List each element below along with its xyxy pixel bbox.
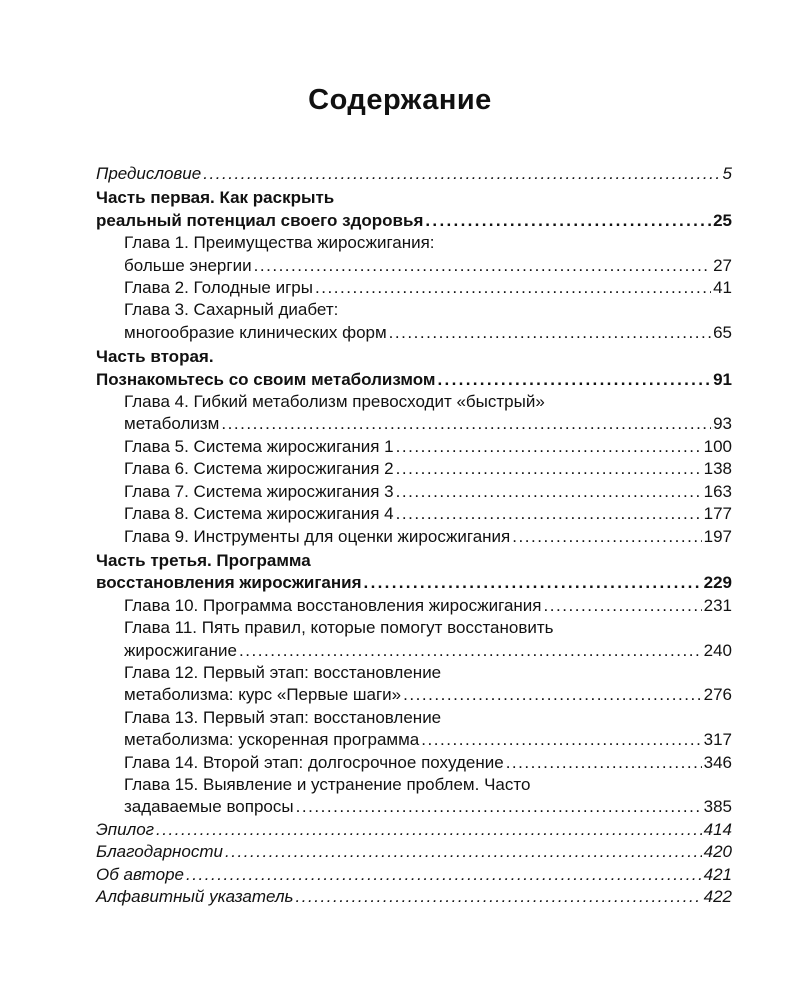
toc-entry-chapter-12[interactable]: Глава 12. Первый этап: восстановление метаболизма: курс «Первые шаги» . . . 276 <box>96 662 732 707</box>
page-number: 91 <box>713 369 732 389</box>
page-number: 197 <box>703 526 732 546</box>
page-number: 41 <box>713 278 732 298</box>
toc-entry-part-two[interactable]: Часть вторая. Познакомьтесь со своим метаболизмом . . . 91 <box>96 346 732 391</box>
page-number: 231 <box>703 595 732 615</box>
page-number: 65 <box>713 322 732 342</box>
page-number: 100 <box>703 436 732 456</box>
toc-entry-part-one[interactable]: Часть первая. Как раскрыть реальный потенциал своего здоровья . . . 25 <box>96 187 732 232</box>
toc-entry-acknowledgements[interactable]: Благодарности . . . 420 <box>96 841 732 863</box>
page-number: 229 <box>703 573 732 593</box>
toc-entry-chapter-10[interactable]: Глава 10. Программа восстановления жиросжигания . . . 231 <box>96 595 732 617</box>
page-number: 422 <box>703 887 732 906</box>
page-number: 138 <box>703 459 732 479</box>
page-number: 420 <box>703 842 732 862</box>
toc-entry-preface[interactable]: Предисловие . . . 5 <box>96 163 732 185</box>
page-number: 346 <box>703 752 732 772</box>
toc-entry-chapter-13[interactable]: Глава 13. Первый этап: восстановление метаболизма: ускоренная программа . . . 317 <box>96 707 732 752</box>
toc-entry-about-author[interactable]: Об авторе . . . 421 <box>96 864 732 886</box>
page-number: 27 <box>713 255 732 275</box>
toc-entry-chapter-9[interactable]: Глава 9. Инструменты для оценки жиросжигания . . . 197 <box>96 526 732 548</box>
toc-entry-chapter-3[interactable]: Глава 3. Сахарный диабет: многообразие клинических форм . . . 65 <box>96 299 732 344</box>
toc-entry-chapter-2[interactable]: Глава 2. Голодные игры . . . 41 <box>96 277 732 299</box>
toc-entry-chapter-8[interactable]: Глава 8. Система жиросжигания 4 . . . 177 <box>96 503 732 525</box>
page-number: 421 <box>703 864 732 884</box>
toc-entry-chapter-5[interactable]: Глава 5. Система жиросжигания 1 . . . 100 <box>96 436 732 458</box>
toc-entry-chapter-7[interactable]: Глава 7. Система жиросжигания 3 . . . 163 <box>96 481 732 503</box>
toc-entry-chapter-14[interactable]: Глава 14. Второй этап: долгосрочное похудение . . . 346 <box>96 752 732 774</box>
toc-entry-chapter-6[interactable]: Глава 6. Система жиросжигания 2 . . . 138 <box>96 458 732 480</box>
toc-entry-index[interactable]: Алфавитный указатель . . . 422 <box>96 886 732 908</box>
page-title: Содержание <box>308 84 492 116</box>
toc-entry-chapter-4[interactable]: Глава 4. Гибкий метаболизм превосходит «быстрый» метаболизм . . . 93 <box>96 391 732 436</box>
page-number: 240 <box>703 640 732 660</box>
toc-entry-chapter-11[interactable]: Глава 11. Пять правил, которые помогут восстановить жиросжигание . . . 240 <box>96 617 732 662</box>
toc-entry-chapter-15[interactable]: Глава 15. Выявление и устранение проблем. Часто задаваемые вопросы . . . 385 <box>96 774 732 819</box>
table-of-contents <box>96 163 732 908</box>
toc-entry-part-three[interactable]: Часть третья. Программа восстановления жиросжигания . . . 229 <box>96 550 732 595</box>
page-number: 93 <box>713 414 732 434</box>
page-number: 414 <box>703 819 732 839</box>
page-number: 5 <box>722 164 732 183</box>
page-number: 385 <box>703 797 732 817</box>
toc-entry-epilogue[interactable]: Эпилог . . . 414 <box>96 819 732 841</box>
page-number: 276 <box>703 685 732 705</box>
toc-entry-chapter-1[interactable]: Глава 1. Преимущества жиросжигания: больше энергии . . . 27 <box>96 232 732 277</box>
page-number: 317 <box>703 730 732 750</box>
page-number: 163 <box>703 481 732 501</box>
page-number: 177 <box>703 504 732 524</box>
page-number: 25 <box>713 210 732 230</box>
